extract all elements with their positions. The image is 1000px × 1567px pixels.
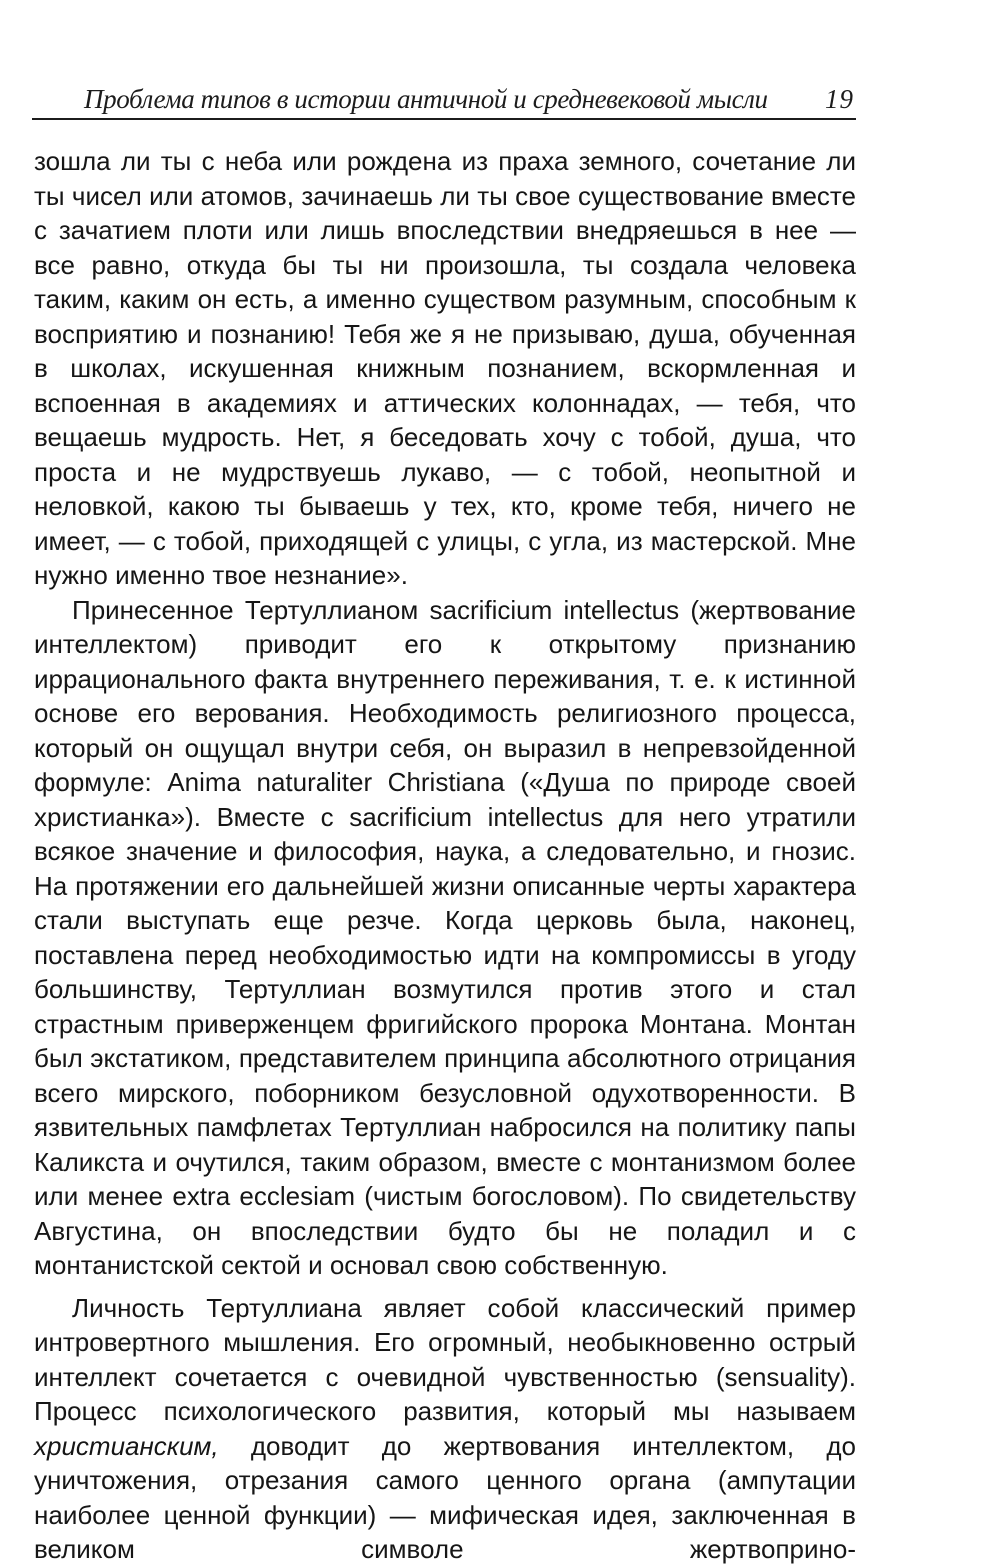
paragraph-3-text-before: Личность Тертуллиана являет собой классический пример интровертного мышления. Его огромный, необыкновенно острый интеллект сочетается с очевидной чувственностью (sensuality). Процесс психологического развития, который мы называем: [34, 1292, 856, 1426]
header-title: Проблема типов в истории античной и средневековой мысли: [84, 84, 768, 114]
paragraph-3-text-after: доводит до жертвования интеллектом, до уничтожения, отрезания самого ценного органа (ампутации наиболее ценной функции) — мифическая идея, заключенная в великом символе жертвоприно-: [34, 1430, 856, 1564]
paragraph-2: Принесенное Тертуллианом sacrificium intellectus (жертвование интеллектом) приводит его к открытому признанию иррационального факта внутреннего переживания, т. е. к истинной основе его верования. Необходимость религиозного процесса, который он ощущал внутри себя, он выразил в непревзойденной формуле: Anima naturaliter Christiana («Душа по природе своей христианка»). Вместе с sacrificium intellectus для него утратили всякое значение и философия, наука, а следовательно, и гнозис. На протяжении его дальнейшей жизни описанные черты характера стали выступать еще резче. Когда церковь была, наконец, поставлена перед необходимостью идти на компромиссы в угоду большинству, Тертуллиан возмутился против этого и стал страстным приверженцем фригийского пророка Монтана. Монтан был экстатиком, представителем принципа абсолютного отрицания всего мирского, поборником безусловной одухотворенности. В язвительных памфлетах Тертуллиан набросился на политику папы Каликста и очутился, таким образом, вместе с монтанизмом более или менее extra ecclesiam (чистым богословом). По свидетельству Августина, он впоследствии будто бы не поладил и с монтанистской сектой и основал свою собственную.: [34, 594, 856, 1280]
running-header: [32, 80, 856, 120]
paragraph-3: [34, 1291, 856, 1567]
paragraph-3-emphasis: христианским,: [34, 1430, 219, 1461]
body-text: [34, 144, 856, 1567]
page-number: 19: [825, 84, 854, 114]
paragraph-1: зошла ли ты с неба или рождена из праха земного, сочетание ли ты чисел или атомов, зачинаешь ли ты свое существование вместе с зачатием плоти или лишь впоследствии внедряешься в нее — все равно, откуда бы ты ни произошла, ты создала человека таким, каким он есть, а именно существом разумным, способным к восприятию и познанию! Тебя же я не призываю, душа, обученная в школах, искушенная книжным познанием, вскормленная и вспоенная в академиях и аттических колоннадах, — тебя, что вещаешь мудрость. Нет, я беседовать хочу с тобой, душа, что проста и не мудрствуешь лукаво, — с тобой, неопытной и неловкой, какою ты бываешь у тех, кто, кроме тебя, ничего не имеет, — с тобой, приходящей с улицы, с угла, из мастерской. Мне нужно именно твое незнание».: [34, 146, 856, 590]
